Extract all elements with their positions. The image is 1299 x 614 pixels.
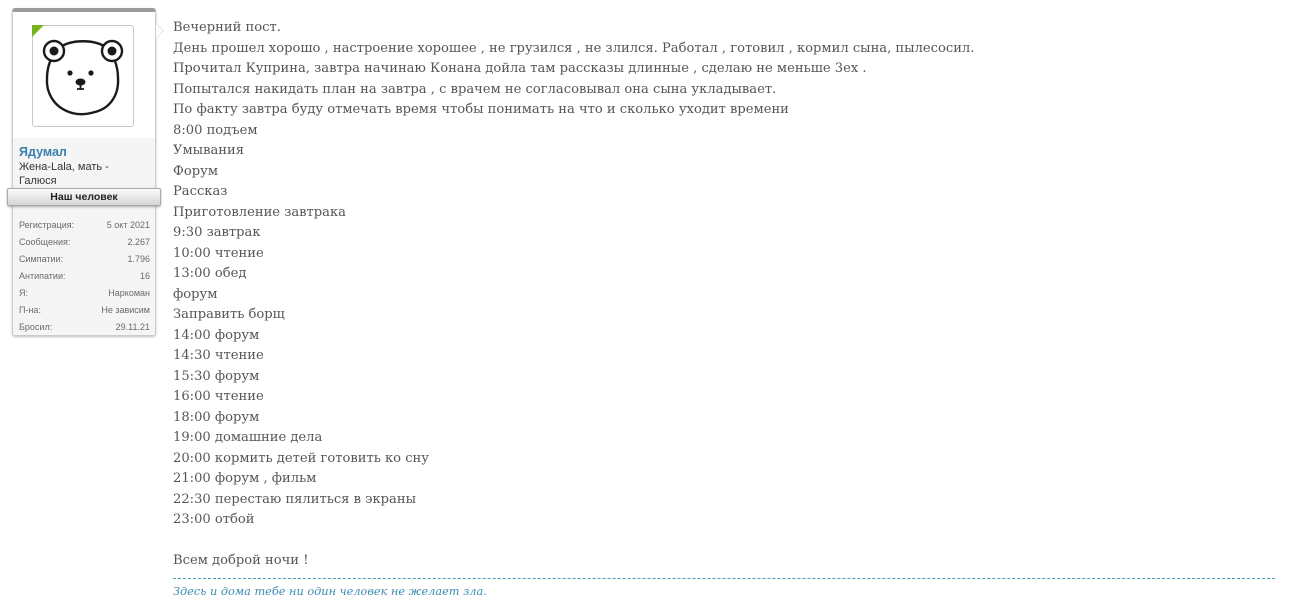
message-line: 8:00 подъем: [173, 122, 258, 138]
message-line: Приготовление завтрака: [173, 204, 346, 220]
speech-arrow-inner: [156, 24, 163, 38]
stat-label: Сообщения:: [19, 237, 71, 247]
message-line: 19:00 домашние дела: [173, 430, 323, 445]
message-line: 22:30 перестаю пялиться в экраны: [173, 491, 416, 507]
signature: Здесь и дома тебе ни один человек не желает зла.: [173, 585, 487, 598]
username-link[interactable]: Ядумал: [19, 145, 67, 159]
avatar-holder: [13, 12, 155, 138]
message-line: Умывания: [173, 143, 244, 158]
signature-divider: [173, 578, 1275, 579]
message-line: 14:30 чтение: [173, 348, 264, 363]
stat-value: 1.796: [127, 254, 150, 264]
stat-label: Я:: [19, 288, 28, 298]
stat-label: Регистрация:: [19, 220, 75, 230]
polar-bear-avatar-icon: [33, 26, 133, 126]
staff-corner-icon: [32, 25, 44, 37]
message-blank-line: [173, 531, 974, 552]
stat-row: [19, 234, 150, 251]
user-info-panel: [12, 8, 156, 336]
message-line: 18:00 форум: [173, 409, 260, 425]
user-banner: Наш человек: [7, 188, 161, 206]
user-stats: [19, 217, 150, 336]
stat-row: [19, 302, 150, 319]
stat-row: [19, 319, 150, 336]
message-line: Рассказ: [173, 184, 228, 199]
message-line: Прочитал Куприна, завтра начинаю Конана дойла там рассказы длинные , сделаю не меньше 3ех .: [173, 61, 867, 76]
message-line: Попытался накидать план на завтра , с врачем не согласовывал она сына укладывает.: [173, 81, 777, 97]
stat-value: Наркоман: [108, 288, 150, 298]
message-line: 23:00 отбой: [173, 512, 255, 527]
message-line: День прошел хорошо , настроение хорошее , не грузился , не злился. Работал , готовил , кормил сына, пылесосил.: [173, 40, 975, 56]
message-line: форум: [173, 286, 218, 302]
stat-value[interactable]: 2.267: [127, 237, 150, 247]
message-line: 21:00 форум , фильм: [173, 471, 317, 486]
message-line: По факту завтра буду отмечать время чтобы понимать на что и сколько уходит времени: [173, 102, 789, 117]
stat-row: [19, 285, 150, 302]
message-line: 16:00 чтение: [173, 389, 264, 404]
message-line: Форум: [173, 163, 219, 179]
stat-label: Антипатии:: [19, 271, 66, 281]
user-title: Жена-Lala, мать - Галюся: [19, 161, 109, 187]
message-line: Всем доброй ночи !: [173, 553, 309, 568]
stat-value: 29.11.21: [115, 322, 150, 332]
stat-value: 5 окт 2021: [106, 220, 150, 230]
message-line: 9:30 завтрак: [173, 225, 261, 240]
stat-value: 16: [139, 271, 150, 281]
message-line: 13:00 обед: [173, 266, 247, 281]
stat-row: [19, 268, 150, 285]
message-line: Вечерний пост.: [173, 20, 281, 35]
message-line: 15:30 форум: [173, 368, 260, 384]
stat-row: [19, 217, 150, 234]
stat-label: П-на:: [19, 305, 41, 315]
stat-label: Бросил:: [19, 322, 53, 332]
stat-label: Симпатии:: [19, 254, 64, 264]
stat-value: Не зависим: [101, 305, 150, 315]
message-line: 10:00 чтение: [173, 245, 264, 261]
message-line: Заправить борщ: [173, 307, 285, 322]
message-line: 20:00 кормить детей готовить ко сну: [173, 450, 429, 466]
message-line: 14:00 форум: [173, 327, 260, 343]
message-content: [173, 18, 974, 572]
stat-row: [19, 251, 150, 268]
avatar[interactable]: [32, 25, 134, 127]
